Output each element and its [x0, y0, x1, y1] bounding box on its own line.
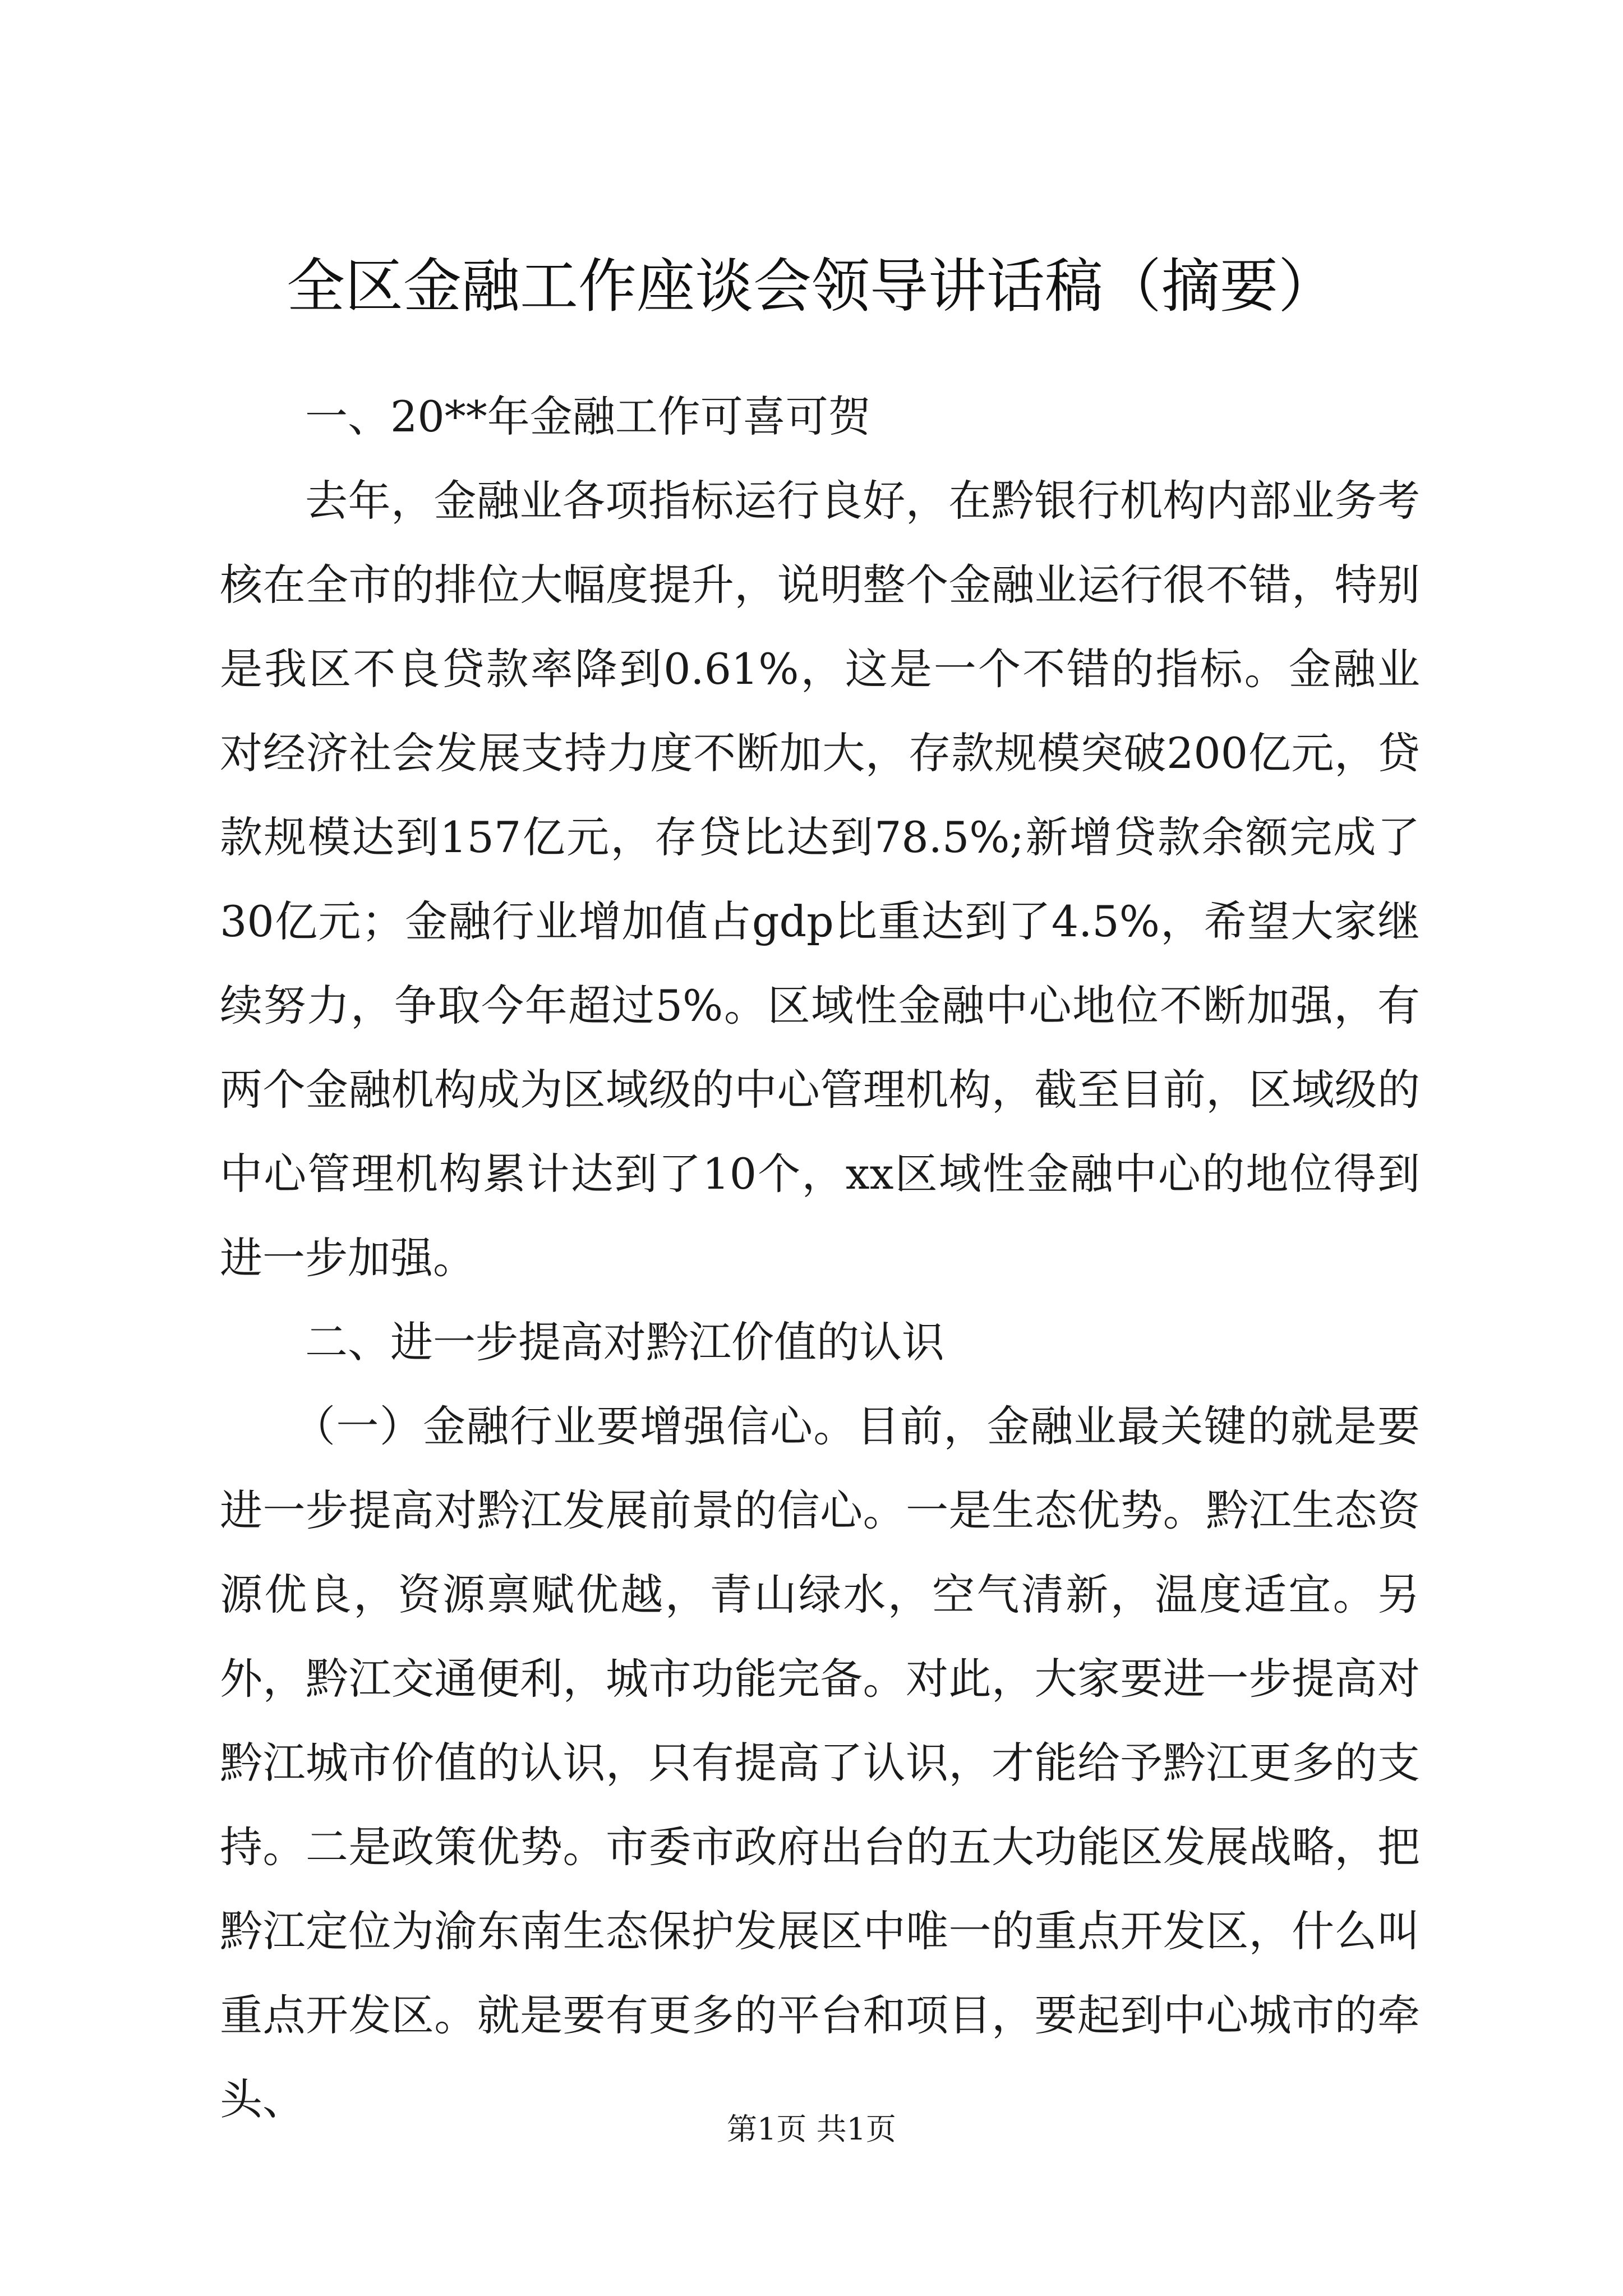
- body-paragraph-2: （一）金融行业要增强信心。目前，金融业最关键的就是要进一步提高对黔江发展前景的信心。一是生态优势。黔江生态资源优良，资源禀赋优越，青山绿水，空气清新，温度适宜。另外，黔江交通便利，城市功能完备。对此，大家要进一步提高对黔江城市价值的认识，只有提高了认识，才能给予黔江更多的支持。二是政策优势。市委市政府出台的五大功能区发展战略，把黔江定位为渝东南生态保护发展区中唯一的重点开发区，什么叫重点开发区。就是要有更多的平台和项目，要起到中心城市的牵头、: [220, 1401, 1420, 2124]
- body-paragraph-1: 去年，金融业各项指标运行良好，在黔银行机构内部业务考核在全市的排位大幅度提升，说明整个金融业运行很不错，特别是我区不良贷款率降到0.61%，这是一个不错的指标。金融业对经济社会发展支持力度不断加大，存款规模突破200亿元，贷款规模达到157亿元，存贷比达到78.5%;新增贷款余额完成了30亿元；金融行业增加值占gdp比重达到了4.5%，希望大家继续努力，争取今年超过5%。区域性金融中心地位不断加强，有两个金融机构成为区域级的中心管理机构，截至目前，区域级的中心管理机构累计达到了10个，xx区域性金融中心的地位得到进一步加强。: [220, 476, 1420, 1283]
- document-title: 全区金融工作座谈会领导讲话稿（摘要）: [286, 252, 1336, 320]
- section-heading-2: 二、进一步提高对黔江价值的认识: [305, 1317, 944, 1367]
- document-body: [220, 375, 1420, 2142]
- page-footer: 第1页 共1页: [727, 2111, 896, 2147]
- section-heading-1: 一、20**年金融工作可喜可贺: [305, 392, 871, 441]
